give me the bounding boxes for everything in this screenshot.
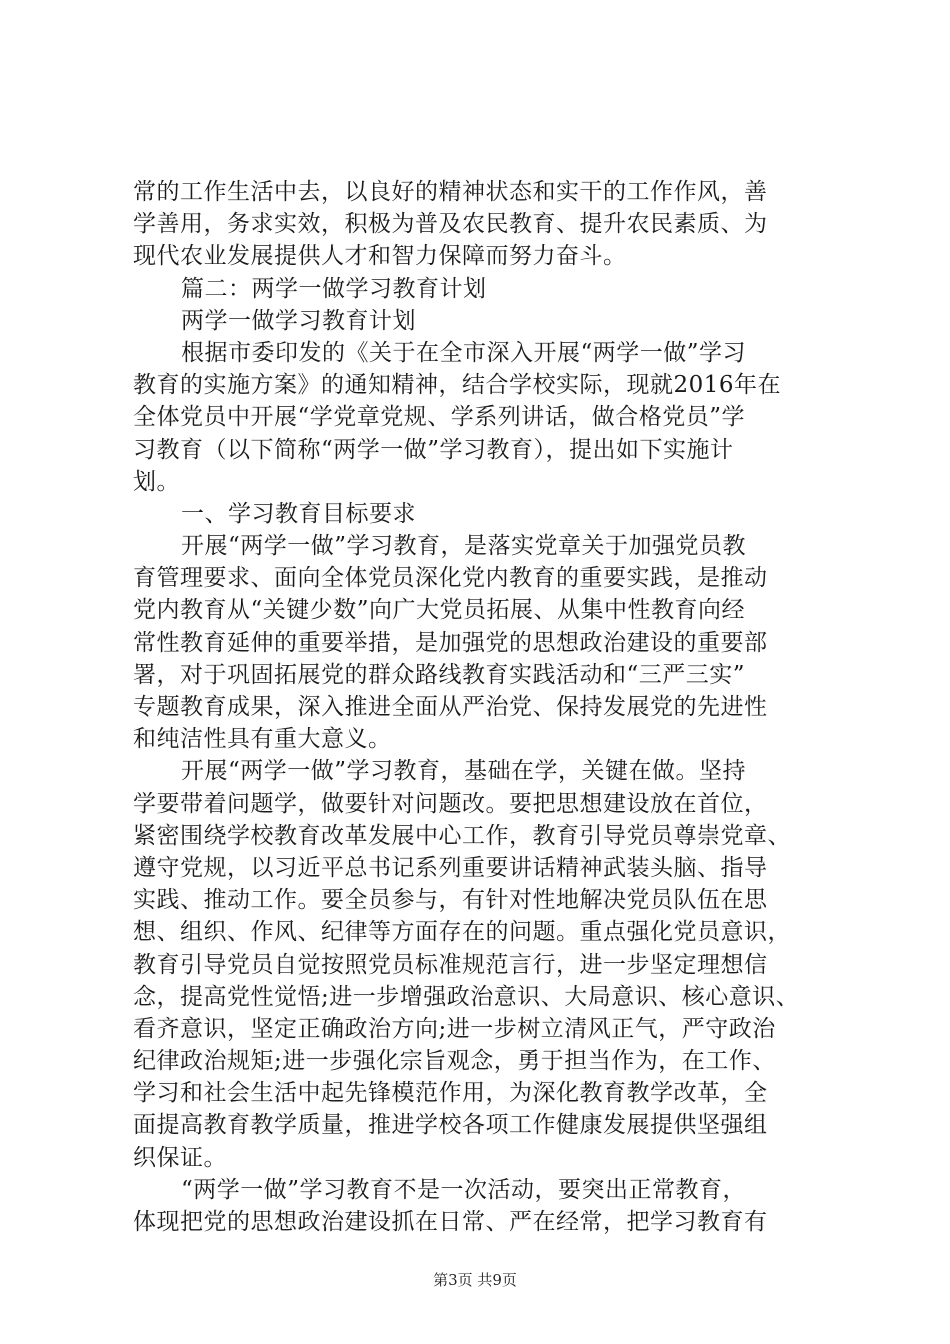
text-line: 和纯洁性具有重大意义。 [133,726,392,753]
text-line: 学善用，务求实效，积极为普及农民教育、提升农民素质、为 [133,211,768,238]
text-line: 根据市委印发的《关于在全市深入开展“两学一做”学习 [181,339,747,366]
text-line: 纪律政治规矩;进一步强化宗旨观念，勇于担当作为，在工作、 [133,1048,776,1075]
text-line: 一、学习教育目标要求 [181,500,416,527]
text-line: 篇二：两学一做学习教育计划 [181,275,487,302]
text-line: 开展“两学一做”学习教育，基础在学，关键在做。坚持 [181,758,747,785]
text-line: 体现把党的思想政治建设抓在日常、严在经常，把学习教育有 [133,1209,768,1235]
text-line: 常的工作生活中去，以良好的精神状态和实干的工作作风，善 [133,179,768,205]
text-line: 遵守党规，以习近平总书记系列重要讲话精神武装头脑、指导 [133,854,768,881]
text-line: 面提高教育教学质量，推进学校各项工作健康发展提供坚强组 [133,1112,768,1139]
text-line: 想、组织、作风、纪律等方面存在的问题。重点强化党员意识， [133,919,791,946]
text-line: 教育引导党员自觉按照党员标准规范言行，进一步坚定理想信 [133,951,768,978]
text-line: 学习和社会生活中起先锋模范作用，为深化教育教学改革，全 [133,1080,768,1107]
document-body [133,176,829,1238]
text-line: 全体党员中开展“学党章党规、学系列讲话，做合格党员”学 [133,404,746,431]
text-line: 教育的实施方案》的通知精神，结合学校实际，现就2016年在 [133,372,782,399]
page-footer: 第3页 共9页 [433,1271,517,1289]
text-line: 育管理要求、面向全体党员深化党内教育的重要实践，是推动 [133,565,768,592]
text-line: 开展“两学一做”学习教育，是落实党章关于加强党员教 [181,533,747,560]
text-line: 实践、推动工作。要全员参与，有针对性地解决党员队伍在思 [133,887,768,914]
text-line: 署，对于巩固拓展党的群众路线教育实践活动和“三严三实” [133,661,746,688]
text-line: 紧密围绕学校教育改革发展中心工作，教育引导党员尊崇党章、 [133,822,791,849]
text-line: “两学一做”学习教育不是一次活动，要突出正常教育， [181,1176,747,1203]
text-line: 学要带着问题学，做要针对问题改。要把思想建设放在首位， [133,790,768,817]
text-line: 划。 [133,468,180,495]
text-line: 念，提高党性觉悟;进一步增强政治意识、大局意识、核心意识、 [133,983,800,1010]
text-line: 常性教育延伸的重要举措，是加强党的思想政治建设的重要部 [133,629,768,656]
text-line: 织保证。 [133,1144,227,1171]
text-line: 看齐意识，坚定正确政治方向;进一步树立清风正气，严守政治 [133,1015,776,1042]
text-line: 现代农业发展提供人才和智力保障而努力奋斗。 [133,243,627,270]
text-line: 两学一做学习教育计划 [181,307,416,334]
text-line: 党内教育从“关键少数”向广大党员拓展、从集中性教育向经 [133,597,746,624]
text-line: 习教育（以下简称“两学一做”学习教育），提出如下实施计 [133,436,734,463]
text-line: 专题教育成果，深入推进全面从严治党、保持发展党的先进性 [133,694,768,720]
